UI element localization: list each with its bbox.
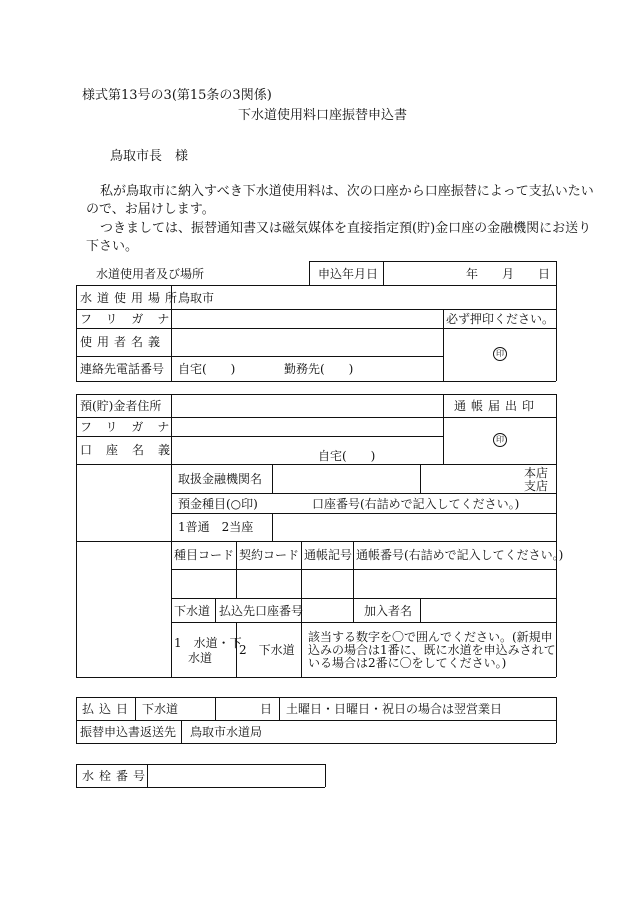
date-month-label: 月 xyxy=(502,267,515,281)
account-home-phone: 自宅( ) xyxy=(318,449,376,463)
institution-name-label: 取扱金融機関名 xyxy=(178,472,263,486)
option1-line1: 1 水道・下 xyxy=(174,636,242,650)
branch-main-label: 本店 xyxy=(524,466,549,480)
contact-phone-label: 連絡先電話番号 xyxy=(80,362,165,376)
form-title: 下水道使用料口座振替申込書 xyxy=(238,108,408,123)
seal-icon: 印 xyxy=(493,347,507,361)
user-name-label: 使用者名義 xyxy=(80,335,166,349)
meter-number-label: 水栓番号 xyxy=(82,769,151,783)
branch-sub-label: 支店 xyxy=(524,479,549,493)
deposit-type-label: 預金種目(○印) xyxy=(178,497,258,511)
body-paragraph2-line2: 下さい。 xyxy=(86,239,139,254)
body-paragraph1-line1: 私が鳥取市に納入すべき下水道使用料は、次の口座から口座振替によって支払いたい xyxy=(100,184,594,199)
subscriber-name-label: 加入者名 xyxy=(364,604,413,618)
payment-day-label: 日 xyxy=(260,702,273,716)
body-paragraph2-line1: つきましては、振替通知書又は磁気媒体を直接指定預(貯)金口座の金融機関にお送り xyxy=(100,221,592,236)
return-destination-value: 鳥取市水道局 xyxy=(190,725,263,739)
seal-required-note: 必ず押印ください。 xyxy=(446,312,555,326)
date-year-label: 年 xyxy=(466,267,479,281)
user-furigana-label: フリガナ xyxy=(80,312,184,326)
deposit-type-options: 1普通 2当座 xyxy=(178,520,254,534)
return-destination-label: 振替申込書返送先 xyxy=(80,725,177,739)
option2: 2 下水道 xyxy=(239,643,295,657)
option-note-line1: 該当する数字を〇で囲んでください。(新規申 xyxy=(308,630,553,644)
payment-date-label: 払込日 xyxy=(82,702,134,716)
water-location-label: 水道使用場所 xyxy=(80,291,183,305)
phone-work: 勤務先( ) xyxy=(284,362,354,376)
option1-line2: 水道 xyxy=(188,651,213,665)
addressee: 鳥取市長 様 xyxy=(110,149,189,164)
option-note-line2: 込みの場合は1番に、既に水道を申込みされて xyxy=(308,643,556,657)
depositor-address-label: 預(貯)金者住所 xyxy=(80,399,162,413)
passbook-seal-label: 通帳届出印 xyxy=(454,399,540,413)
option-note-line3: いる場合は2番に〇をしてください。) xyxy=(308,656,507,670)
passbook-symbol-label: 通帳記号 xyxy=(304,548,353,562)
date-day-label: 日 xyxy=(538,267,551,281)
application-date-label: 申込年月日 xyxy=(318,267,379,281)
holiday-note: 土曜日・日曜日・祝日の場合は翌営業日 xyxy=(286,702,503,716)
account-furigana-label: フリガナ xyxy=(80,420,184,434)
account-number-label: 口座番号(右詰めで記入してください。) xyxy=(312,497,520,511)
seal-icon: 印 xyxy=(493,433,507,447)
form-number: 様式第13号の3(第15条の3関係) xyxy=(82,88,272,103)
phone-home: 自宅( ) xyxy=(178,362,236,376)
type-code-label: 種目コード xyxy=(174,548,235,562)
payment-sewer-label: 下水道 xyxy=(142,702,179,716)
user-section-heading: 水道使用者及び場所 xyxy=(96,267,205,281)
sewer-label: 下水道 xyxy=(174,604,211,618)
body-paragraph1-line2: ので、お届けします。 xyxy=(86,202,215,217)
payer-account-label: 払込先口座番号 xyxy=(219,604,304,618)
account-name-label: 口座名義 xyxy=(80,443,185,457)
water-location-value: 鳥取市 xyxy=(178,291,215,305)
passbook-number-label: 通帳番号(右詰めで記入してください。) xyxy=(356,548,564,562)
contract-code-label: 契約コード xyxy=(239,548,300,562)
